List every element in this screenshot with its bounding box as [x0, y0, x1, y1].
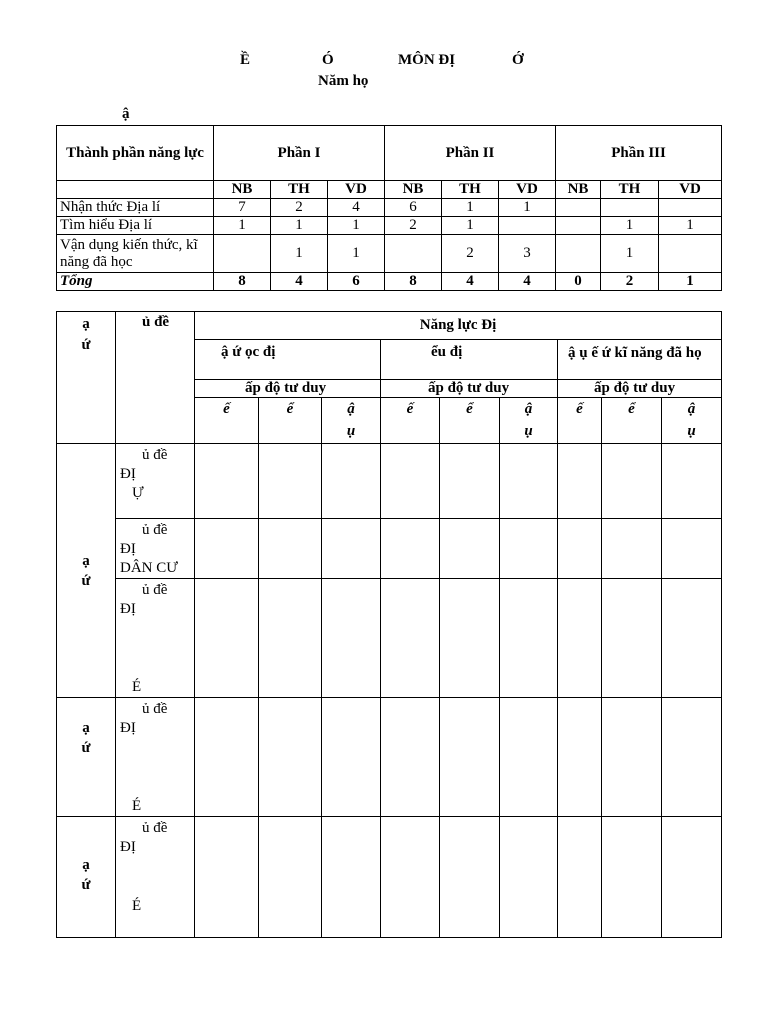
empty-cell [500, 817, 558, 938]
level-header: TH [271, 181, 328, 199]
cell-value [556, 199, 601, 217]
table2-row [57, 579, 722, 698]
level-text: ể [286, 401, 294, 417]
empty-cell [602, 817, 662, 938]
table1-row [57, 235, 722, 273]
cell-value: 1 [328, 235, 385, 273]
empty-cell [195, 444, 259, 519]
empty-cell [500, 579, 558, 698]
topic-line: ĐỊ [120, 839, 136, 855]
column-header-line: ạ [82, 316, 90, 332]
empty-cell [259, 579, 322, 698]
empty-cell [195, 579, 259, 698]
topic-line: ủ đề [142, 522, 168, 538]
cell-value: 6 [385, 199, 442, 217]
subtitle: Năm họ [318, 73, 369, 89]
table2-row [57, 817, 722, 938]
empty-cell [440, 698, 500, 817]
topic-line: ĐỊ [120, 541, 136, 557]
main-header: Năng lực Đị [195, 312, 722, 340]
empty-cell [259, 444, 322, 519]
empty-cell [381, 519, 440, 579]
total-value: 4 [271, 273, 328, 291]
level-header [662, 398, 722, 444]
row-label: Tìm hiểu Địa lí [57, 217, 214, 235]
table1-header-row [57, 126, 722, 181]
topic-line: ĐỊ [120, 466, 136, 482]
level-text: ế [406, 401, 414, 417]
cell-value: 1 [442, 199, 499, 217]
table1-row [57, 199, 722, 217]
level-header [602, 398, 662, 444]
level-header: NB [214, 181, 271, 199]
total-label: Tổng [57, 273, 214, 291]
group-label-line: ạ [82, 552, 90, 569]
empty-cell [662, 444, 722, 519]
competency-header: ểu đị [381, 340, 558, 380]
cell-value: 1 [328, 217, 385, 235]
table1-level-row [57, 181, 722, 199]
topic-line: É [132, 798, 142, 814]
row-label: Vận dụng kiến thức, kĩ năng đã học [57, 235, 214, 273]
table2-header-row-1 [57, 312, 722, 340]
total-value: 0 [556, 273, 601, 291]
level-header: VD [328, 181, 385, 199]
empty-cell [440, 519, 500, 579]
cell-value [385, 235, 442, 273]
empty-cell [500, 519, 558, 579]
cell-value [601, 199, 659, 217]
topic-spacer [120, 778, 190, 797]
topic-line: ĐỊ [120, 601, 136, 617]
part-2-header: Phần II [385, 126, 556, 181]
title-word-4: Ớ [512, 52, 524, 68]
empty-cell [322, 444, 381, 519]
part-1-header: Phần I [214, 126, 385, 181]
topic-cell [116, 579, 195, 698]
level-text: ụ [687, 423, 696, 439]
empty-cell [259, 817, 322, 938]
table2-row [57, 698, 722, 817]
topic-spacer [120, 738, 190, 778]
topic-line: DÂN CƯ [120, 560, 178, 576]
column-header-line: ứ [81, 337, 91, 353]
empty-cell [259, 519, 322, 579]
group-label-line: ứ [81, 572, 91, 589]
level-header [500, 398, 558, 444]
level-text: ụ [346, 423, 356, 439]
total-value: 2 [601, 273, 659, 291]
thinking-level-header: ấp độ tư duy [558, 380, 722, 398]
competency-header: ậ ứ ọc đị [195, 340, 381, 380]
cell-value [499, 217, 556, 235]
group-label [57, 698, 116, 817]
level-text: ậ [687, 401, 696, 417]
empty-cell [381, 579, 440, 698]
level-header: NB [385, 181, 442, 199]
thinking-level-header: ấp độ tư duy [195, 380, 381, 398]
empty-cell [558, 519, 602, 579]
table2-row [57, 519, 722, 579]
table1-row [57, 217, 722, 235]
level-header [322, 398, 381, 444]
empty-cell [602, 579, 662, 698]
topic-line: ủ đề [142, 582, 168, 598]
empty-cell [602, 519, 662, 579]
empty-cell [662, 519, 722, 579]
level-header [195, 398, 259, 444]
group-label [57, 444, 116, 698]
thinking-level-header: ấp độ tư duy [381, 380, 558, 398]
cell-value: 4 [328, 199, 385, 217]
empty-cell [440, 579, 500, 698]
cell-value [659, 235, 722, 273]
empty-cell [602, 444, 662, 519]
empty-cell [440, 444, 500, 519]
cell-value [556, 235, 601, 273]
group-label [57, 817, 116, 938]
group-label-line: ứ [81, 877, 91, 893]
total-value: 6 [328, 273, 385, 291]
level-header: VD [499, 181, 556, 199]
empty-cell [662, 698, 722, 817]
empty-cell [602, 698, 662, 817]
level-header [440, 398, 500, 444]
level-header: TH [442, 181, 499, 199]
topic-line: ủ đề [142, 447, 168, 463]
total-value: 4 [499, 273, 556, 291]
cell-value [659, 199, 722, 217]
cell-value: 1 [659, 217, 722, 235]
level-text: ế [223, 401, 230, 417]
topic-cell [116, 817, 195, 938]
cell-value: 1 [442, 217, 499, 235]
empty-cell [500, 444, 558, 519]
title-word-2: Ó [322, 52, 334, 68]
level-text: ể [466, 401, 473, 417]
topic-cell [116, 519, 195, 579]
cell-value: 1 [271, 217, 328, 235]
empty-cell [195, 698, 259, 817]
empty-cell [195, 519, 259, 579]
cell-value: 1 [214, 217, 271, 235]
level-text: ụ [524, 423, 533, 439]
level-text: ế [576, 401, 583, 417]
level-header [558, 398, 602, 444]
empty-cell [381, 698, 440, 817]
table1-total-row [57, 273, 722, 291]
level-header [259, 398, 322, 444]
table1-corner: Thành phần năng lực [57, 126, 214, 181]
table1-level-blank [57, 181, 214, 199]
empty-cell [440, 817, 500, 938]
level-text: ể [628, 401, 635, 417]
empty-cell [558, 817, 602, 938]
cell-value [214, 235, 271, 273]
cell-value: 1 [601, 217, 659, 235]
table2-row [57, 444, 722, 519]
empty-cell [381, 444, 440, 519]
group-label-line: ứ [81, 740, 91, 756]
competency-matrix-table [56, 311, 722, 938]
cell-value: 1 [499, 199, 556, 217]
topic-line: Ự [132, 485, 144, 501]
topic-spacer [120, 619, 190, 659]
group-label-line: ạ [82, 720, 90, 736]
level-header: VD [659, 181, 722, 199]
topic-line: ĐỊ [120, 720, 136, 736]
row-label: Nhận thức Địa lí [57, 199, 214, 217]
level-header: NB [556, 181, 601, 199]
topic-line: ủ đề [142, 701, 168, 717]
total-value: 1 [659, 273, 722, 291]
level-header: TH [601, 181, 659, 199]
topic-line: É [132, 898, 142, 914]
cell-value: 2 [385, 217, 442, 235]
empty-cell [662, 817, 722, 938]
column-header-topic: ủ đề [116, 312, 195, 444]
cell-value: 1 [601, 235, 659, 273]
column-header-content [57, 312, 116, 444]
topic-line: ủ đề [142, 820, 168, 836]
empty-cell [662, 579, 722, 698]
topic-cell [116, 444, 195, 519]
empty-cell [558, 698, 602, 817]
group-label-line: ạ [82, 857, 90, 873]
empty-cell [322, 698, 381, 817]
empty-cell [195, 817, 259, 938]
level-text: ậ [347, 401, 355, 417]
cell-value: 7 [214, 199, 271, 217]
empty-cell [322, 817, 381, 938]
empty-cell [259, 698, 322, 817]
cell-value: 3 [499, 235, 556, 273]
topic-spacer [120, 659, 190, 678]
topic-line: É [132, 679, 142, 695]
total-value: 8 [214, 273, 271, 291]
competency-summary-table [56, 125, 722, 291]
empty-cell [558, 579, 602, 698]
empty-cell [322, 579, 381, 698]
cell-value [556, 217, 601, 235]
topic-spacer [120, 857, 190, 897]
title-word-3: MÔN ĐỊ [398, 52, 456, 68]
total-value: 8 [385, 273, 442, 291]
section-label: ậ [122, 106, 130, 122]
level-header [381, 398, 440, 444]
empty-cell [500, 698, 558, 817]
level-text: ậ [524, 401, 533, 417]
total-value: 4 [442, 273, 499, 291]
topic-cell [116, 698, 195, 817]
cell-value: 2 [442, 235, 499, 273]
cell-value: 2 [271, 199, 328, 217]
empty-cell [558, 444, 602, 519]
title-word-1: Ề [240, 52, 251, 68]
competency-header: ậ ụ ế ứ kĩ năng đã họ [558, 340, 722, 380]
cell-value: 1 [271, 235, 328, 273]
empty-cell [381, 817, 440, 938]
part-3-header: Phần III [556, 126, 722, 181]
empty-cell [322, 519, 381, 579]
